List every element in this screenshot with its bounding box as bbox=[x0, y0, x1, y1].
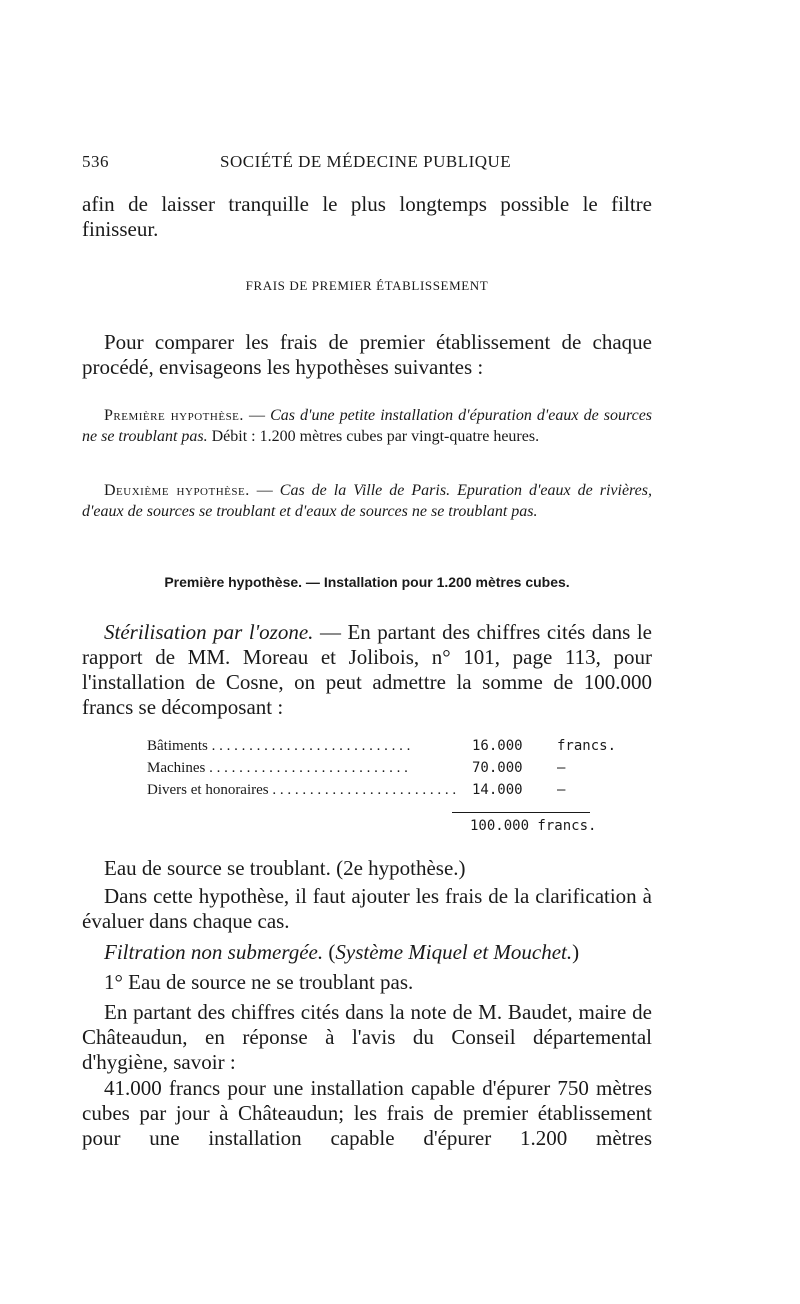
cost-unit: — bbox=[557, 760, 566, 776]
hypothesis-one-label: Première hypothèse. bbox=[104, 407, 244, 424]
ozone-italic: Stérilisation par l'ozone. bbox=[104, 620, 314, 644]
subsection-heading: Première hypothèse. — Installation pour 1.200 mètres cubes. bbox=[164, 574, 570, 590]
filtration-system-italic: Système Miquel et Mouchet. bbox=[335, 940, 573, 964]
hypothesis-one-rest: Débit : 1.200 mètres cubes par vingt-quatre heures. bbox=[207, 428, 540, 445]
paragraph-source-troubled: Eau de source se troublant. (2e hypothèse.) bbox=[104, 856, 466, 880]
cost-label: Bâtiments . . . bbox=[147, 738, 457, 755]
paragraph-clarification: Dans cette hypothèse, il faut ajouter les frais de la clarification à évaluer dans chaque cas. bbox=[82, 884, 652, 933]
hypothesis-one-dash: — bbox=[243, 407, 271, 424]
cost-unit: francs. bbox=[557, 738, 617, 754]
running-title: SOCIÉTÉ DE MÉDECINE PUBLIQUE bbox=[220, 152, 512, 171]
filtration-italic: Filtration non submergée. bbox=[104, 940, 324, 964]
page-number: 536 bbox=[82, 152, 109, 171]
cost-amount: 14.000 bbox=[472, 782, 523, 798]
cost-total: 100.000 francs. bbox=[470, 818, 597, 834]
hypothesis-one-italic: Cas d'une petite installation d'épuration d'eaux de sources ne se troublant pas. bbox=[82, 407, 653, 445]
running-header bbox=[82, 152, 652, 178]
cost-unit: — bbox=[557, 782, 566, 798]
total-rule bbox=[452, 812, 590, 813]
paragraph-intro: Pour comparer les frais de premier établissement de chaque procédé, envisageons les hypothèses suivantes : bbox=[82, 330, 652, 379]
paragraph-baudet: En partant des chiffres cités dans la note de M. Baudet, maire de Châteaudun, en réponse à l'avis du Conseil départemental d'hygiène, savoir : bbox=[82, 1000, 652, 1074]
cost-breakdown-table bbox=[147, 738, 617, 804]
cost-amount: 70.000 bbox=[472, 760, 523, 776]
cost-row bbox=[147, 738, 617, 760]
hypothesis-two-dash: — bbox=[249, 482, 280, 499]
hypothesis-one bbox=[82, 405, 652, 447]
filtration-open-paren: ( bbox=[323, 940, 336, 964]
ozone-rest: — En partant des chiffres cités dans le rapport de MM. Moreau et Jolibois, n° 101, page 113, pour l'installation de Cosne, on peut admettre la somme de 100.000 francs se décomposant : bbox=[82, 620, 652, 719]
cost-amount: 16.000 bbox=[472, 738, 523, 754]
paragraph-filtration bbox=[82, 940, 652, 965]
section-heading: FRAIS DE PREMIER ÉTABLISSEMENT bbox=[245, 278, 489, 293]
paragraph-chateaudun: 41.000 francs pour une installation capable d'épurer 750 mètres cubes par jour à Châteaudun; les frais de premier établissement pour une installation capable d'épurer 1.200 mètres bbox=[82, 1076, 652, 1150]
cost-row bbox=[147, 782, 587, 804]
hypothesis-two-label: Deuxième hypothèse. bbox=[104, 482, 250, 499]
cost-label: Divers et honoraires . . . bbox=[147, 782, 457, 799]
paragraph-continuation: afin de laisser tranquille le plus longtemps possible le filtre finisseur. bbox=[82, 192, 652, 241]
cost-row bbox=[147, 760, 587, 782]
hypothesis-two-italic: Cas de la Ville de Paris. Epuration d'eaux de rivières, d'eaux de sources se troublant et d'eaux de sources ne se troublant pas. bbox=[82, 482, 653, 520]
filtration-close-paren: ) bbox=[572, 940, 580, 964]
paragraph-ozone bbox=[82, 620, 652, 720]
paragraph-source-clear: 1° Eau de source ne se troublant pas. bbox=[104, 970, 414, 994]
hypothesis-two bbox=[82, 480, 652, 522]
cost-label: Machines . . . bbox=[147, 760, 457, 777]
